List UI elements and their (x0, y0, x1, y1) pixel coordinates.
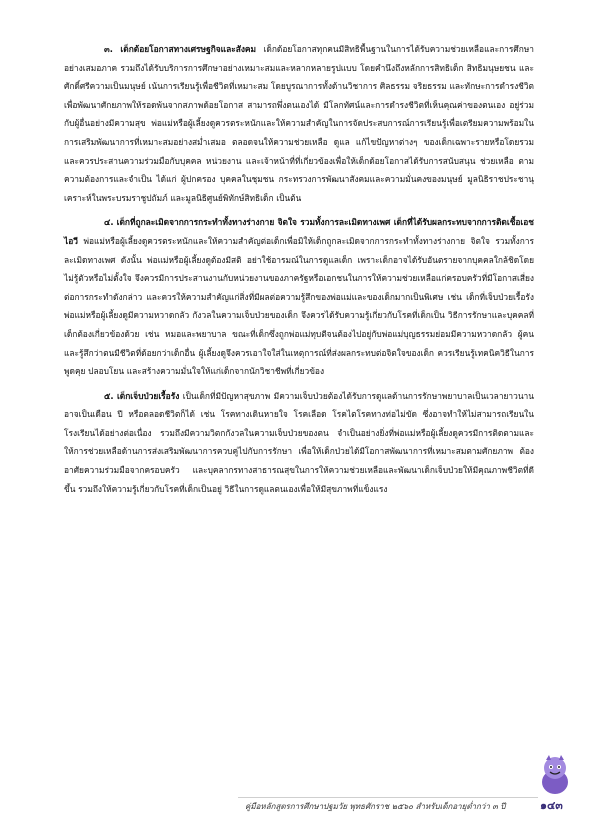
paragraph-number: ๕. (104, 390, 114, 401)
paragraph-heading: เด็กเจ็บป่วยเรื้อรัง (116, 390, 180, 401)
page-body (64, 40, 534, 504)
paragraph-text: เป็นเด็กที่มีปัญหาสุขภาพ มีความเจ็บป่วยต้องได้รับการดูแลด้านการรักษาพยาบาลเป็นเวลายาวนาน อาจเป็นเดือน ปี หรือตลอดชีวิตก็ได้ เช่น โรคทางเดินหายใจ โรคเลือด โรคไตโรคทางท่อไม่ขัด ซึ่งอาจทำให้ไม่สามารถเรียนในโรงเรียนได้อย่างต่อเนื่อง รวมถึงมีความวิตกกังวลในความเจ็บป่วยของตน จำเป็นอย่างยิ่งที่พ่อแม่หรือผู้เลี้ยงดูควรมีการติดตามและให้การช่วยเหลือด้านการส่งเสริมพัฒนาการควบคู่ไปกับการรักษา เพื่อให้เด็กป่วยได้มีโอกาสพัฒนาการที่เหมาะสมตามศักยภาพ ต้องอาศัยความร่วมมือจากครอบครัว และบุคลากรทางสาธารณสุขในการให้ความช่วยเหลือและพัฒนาเด็กเจ็บป่วยให้มีคุณภาพชีวิตที่ดีขึ้น รวมถึงให้ความรู้เกี่ยวกับโรคที่เด็กเป็นอยู่ วิธีในการดูแลตนเองเพื่อให้มีสุขภาพที่แข็งแรง (64, 390, 534, 494)
paragraph-number: ๔. (104, 217, 114, 228)
page-number: ๑๔๓ (540, 799, 563, 812)
paragraph-text: เด็กด้อยโอกาสทุกคนมีสิทธิพื้นฐานในการได้รับความช่วยเหลือและการศึกษาอย่างเสมอภาค รวมถึงได้รับบริการการศึกษาอย่างเหมาะสมและหลากหลายรูปแบบ โดยคำนึงถึงหลักการสิทธิเด็ก สิทธิมนุษยชน และศักดิ์ศรีความเป็นมนุษย์ เน้นการเรียนรู้เพื่อชีวิตที่เหมาะสม โดยบูรณาการทั้งด้านวิชาการ ศิลธรรม จริยธรรม และทักษะการดำรงชีวิต เพื่อพัฒนาศักยภาพให้รอดพ้นจากสภาพด้อยโอกาส สามารถพึ่งตนเองได้ มีโลกทัศน์และการดำรงชีวิตที่เห็นคุณค่าของตนเอง อยู่ร่วมกับผู้อื่นอย่างมีความสุข พ่อแม่หรือผู้เลี้ยงดูควรตระหนักและให้ความสำคัญในการจัดประสบการณ์การเรียนรู้เพื่อเตรียมความพร้อมในการเสริมพัฒนาการที่เหมาะสมอย่างสม่ำเสมอ ตลอดจนให้ความช่วยเหลือ ดูแล แก้ไขปัญหาต่างๆ ของเด็กเฉพาะรายหรือโดยรวม และควรประสานความร่วมมือกับบุคคล หน่วยงาน และเจ้าหน้าที่ที่เกี่ยวข้องเพื่อให้เด็กด้อยโอกาสได้รับการสนับสนุน ช่วยเหลือ ตามความต้องการและจำเป็น ได้แก่ ผู้ปกครอง บุคคลในชุมชน กระทรวงการพัฒนาสังคมและความมั่นคงของมนุษย์ มูลนิธิราชประชานุเคราะห์ในพระบรมราชูปถัมภ์ และมูลนิธิศูนย์พิทักษ์สิทธิเด็ก เป็นต้น (64, 44, 534, 203)
paragraph-number: ๓. (104, 44, 113, 54)
footer-title: คู่มือหลักสูตรการศึกษาปฐมวัย พุทธศักราช ๒๕๖๐ สำหรับเด็กอายุต่ำกว่า ๓ ปี (245, 802, 506, 811)
paragraph-text: พ่อแม่หรือผู้เลี้ยงดูควรตระหนักและให้ความสำคัญต่อเด็กเพื่อมิให้เด็กถูกละเมิดจากการกระทำทั้งทางร่างกาย จิตใจ รวมทั้งการละเมิดทางเพศ ดังนั้น พ่อแม่หรือผู้เลี้ยงดูต้องมีสติ อย่าใช้อารมณ์ในการดูแลเด็ก เพราะเด็กอาจได้รับอันตรายจากบุคคลใกล้ชิดโดยไม่รู้ตัวหรือไม่ตั้งใจ จึงควรมีการประสานงานกับหน่วยงานของภาครัฐหรือเอกชนในการให้ความช่วยเหลือแก่ครอบครัวที่มีโอกาสเสี่ยงต่อการกระทำดังกล่าว และควรให้ความสำคัญแก่สิ่งที่มีผลต่อความรู้สึกของพ่อแม่และของเด็กมากเป็นพิเศษ เช่น เด็กที่เจ็บป่วยเรื้อรัง พ่อแม่หรือผู้เลี้ยงดูมีความหวาดกลัว กังวลในความเจ็บป่วยของเด็ก จึงควรได้รับความรู้เกี่ยวกับโรคที่เด็กเป็น วิธีการรักษาและบุคคลที่เด็กต้องเกี่ยวข้องด้วย เช่น หมอและพยาบาล ขณะที่เด็กซึ่งถูกพ่อแม่ทุบตีจนต้องไปอยู่กับพ่อแม่บุญธรรมย่อมมีความหวาดกลัว ผู้คนและรู้สึกว่าตนมีชีวิตที่ด้อยกว่าเด็กอื่น ผู้เลี้ยงดูจึงควรเอาใจใส่ในเหตุการณ์ที่ส่งผลกระทบต่อจิตใจของเด็ก ควรเรียนรู้เทคนิควิธีในการพูดคุย ปลอบโยน และสร้างความมั่นใจให้แก่เด็กจากนักวิชาชีพที่เกี่ยวข้อง (64, 235, 534, 377)
paragraph-heading: เด็กที่ถูกละเมิดจากการกระทำทั้งทางร่างกาย จิตใจ รวมทั้งการละเมิดทางเพศ เด็กที่ได้รับผลกระทบจากการติดเชื้อเอชไอวี (64, 217, 534, 246)
paragraph-disadvantaged (64, 40, 534, 207)
paragraph-abused (64, 213, 534, 380)
cartoon-mascot-icon (536, 752, 574, 796)
paragraph-heading: เด็กด้อยโอกาสทางเศรษฐกิจและสังคม (120, 44, 257, 54)
paragraph-chronic-illness (64, 387, 534, 499)
footer-divider (238, 797, 538, 798)
